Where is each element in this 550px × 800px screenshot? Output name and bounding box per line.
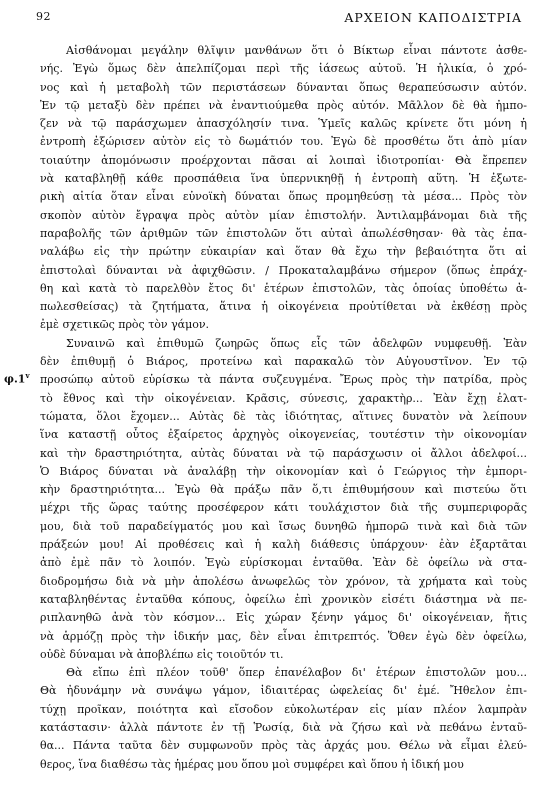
folio-label: φ.1: [4, 372, 26, 386]
text-line: Θὰ εἴπω ἐπὶ πλέον τοῦθ' ὅπερ ἐπανέλαβον δι' ἑτέρων ἐπιστολῶν μου...: [66, 666, 527, 680]
text-line: δὲν ἐπιθυμῇ ὁ Βιάρος, προτείνω καὶ παρακαλῶ τὸν Αὐγουστῖνον. Ἐν τῷ: [40, 355, 527, 369]
text-line: ἐντροπὴ ἐξώρισεν αὐτὸν εἰς τὸ δωμάτιόν του. Ἐγὼ δὲ προσθέτω ὅτι ἀπὸ μίαν: [40, 135, 527, 149]
text-line: νής. Ἐγὼ ὅμως δὲν ἀπελπίζομαι περὶ τῆς ἰάσεως αὐτοῦ. Ἡ ἡλικία, ὁ χρό-: [40, 62, 527, 76]
text-line: προσώπῳ αὐτοῦ εὑρίσκω τὰ πάντα συζευγμένα. Ἔρως πρὸς τὴν πατρίδα, πρὸς: [40, 373, 527, 387]
text-line: νὰ καταβληθῇ κάθε προσπάθεια ἵνα ὑπερνικηθῇ ἡ ἐντροπὴ αὕτη. Ἡ ἐξωτε-: [40, 172, 527, 186]
folio-margin-note: [4, 371, 30, 386]
folio-verso-mark: v: [25, 371, 30, 380]
text-line: ἐπιστολαὶ δύνανται νὰ ἀφιχθῶσιν. / Προκαταλαμβάνω σήμερον (ὅπως ἐπράχ-: [40, 263, 527, 277]
text-line: Θὰ ἠδυνάμην νὰ συνάψω γάμον, ἰδιαιτέρας ὠφελείας δι' ἐμέ. Ἤθελον ἐπι-: [40, 684, 527, 698]
text-line: διοδρομήσω διὰ νὰ μὴν ἀπολέσω ἀνωφελῶς τὸν χρόνον, τὰ χρήματα καὶ τοὺς: [40, 574, 527, 588]
text-line: μου, διὰ τοῦ παραδείγματός μου καὶ ἴσως δυνηθῶ ἠμπορῶ τινὰ καὶ διὰ τῶν: [40, 519, 527, 533]
text-line: ρικὴ αἰτία ὅταν εἶναι εὐνοϊκὴ δύναται ὅπως προμηθεύσῃ τὰ μέσα... Πρὸς τὸν: [40, 190, 527, 204]
text-line: τοιαύτην ἀπομόνωσιν προέρχονται πᾶσαι αἱ λοιπαὶ ἰδιοτροπίαι· Θὰ ἔπρεπεν: [40, 153, 527, 167]
text-line: μέχρι τῆς ὥρας ταύτης προσέφερον κάτι τουλάχιστον διὰ τῆς συμπεριφορᾶς: [40, 501, 527, 515]
text-line: πράξεών μου! Αἱ προθέσεις καὶ ἡ καλὴ διάθεσις ὑπάρχουν· ἐὰν ἐξαρτᾶται: [40, 538, 527, 552]
text-line: ἵνα καταστῇ οὗτος ἐξαίρετος ἀρχηγὸς οἰκογενείας, τουτέστιν τὴν οἰκονομίαν: [40, 428, 527, 442]
text-line: καταβληθέντας ἐνταῦθα κόπους, ὀφείλω ἐπὶ χρονικὸν εἰσέτι διάστημα νὰ πε-: [40, 592, 527, 606]
text-line: Συναινῶ καὶ ἐπιθυμῶ ζωηρῶς ὅπως εἷς τῶν ἀδελφῶν νυμφευθῇ. Ἐὰν: [66, 336, 527, 350]
text-line: τώματα, ὅλοι ἔχομεν... Αὐτὰς δὲ τὰς ἰδιότητας, αἵτινες δυνατὸν νὰ λείπουν: [40, 409, 527, 423]
text-line: καὶ τὴν δραστηριότητα, αὐτὰς δύναται νὰ τῷ παράσχωσιν οἱ ἄλλοι ἀδελφοί...: [40, 446, 527, 460]
text-line: θα... Πάντα ταῦτα δὲν συμφωνοῦν πρὸς τὰς ἀρχάς μου. Θέλω νὰ εἶμαι ἐλεύ-: [40, 739, 527, 753]
text-line: Ὁ Βιάρος δύναται νὰ ἀναλάβῃ τὴν οἰκονομίαν καὶ ὁ Γεώργιος τὴν ἐμπορι-: [40, 464, 527, 478]
text-line: κὴν δραστηριότητα... Ἐγὼ θὰ πράξω πᾶν ὅ,τι ἐπιθυμήσουν καὶ πιστεύω ὅτι: [40, 483, 527, 497]
text-line: πωλεσθείσας) τὰ ζητήματα, ἅτινα ἡ οἰκογένεια προὐτίθεται νὰ ἐκθέσῃ πρὸς: [40, 300, 527, 314]
paragraph: [40, 664, 527, 774]
paragraph: [40, 335, 527, 664]
text-line: τὸ ἔθνος καὶ τὴν οἰκογένειαν. Κρᾶσις, σύνεσις, χαρακτὴρ... Ἐὰν ἔχῃ ἐλατ-: [40, 391, 527, 405]
text-line: ναλάβω εἰς τὴν πρώτην εὐκαιρίαν καὶ ὅταν θὰ ἔχω τὴν βεβαιότητα ὅτι αἱ: [40, 245, 527, 259]
text-line: Ἐν τῷ μεταξὺ δὲν πρέπει νὰ ἐναντιούμεθα πρὸς αὐτόν. Μᾶλλον δὲ θὰ ἠμπο-: [40, 98, 527, 112]
text-line: παραβολῆς τῶν ἀριθμῶν τῶν ἐπιστολῶν ὅτι αὐταὶ ἀπωλέσθησαν· θὰ τὰς ἐπα-: [40, 226, 527, 240]
text-line: κατάστασιν· ἀλλὰ πάντοτε ἐν τῇ Ῥωσίᾳ, διὰ νὰ ζήσω καὶ νὰ πεθάνω ἐνταῦ-: [40, 720, 527, 734]
text-line: νὰ ἁρμόζῃ πρὸς τὴν ἰδικήν μας, δὲν εἶναι ἐπιτρεπτός. Ὅθεν ἐγὼ δὲν ὀφείλω,: [40, 629, 527, 643]
page-number: 92: [36, 10, 51, 23]
text-line: ἐμὲ σχετικῶς πρὸς τὸν γάμον.: [40, 318, 210, 332]
document-body: [40, 42, 527, 774]
page-header: [36, 10, 522, 26]
paragraph: [40, 42, 527, 335]
text-line: ριπλανηθῶ ἀνὰ τὸν κόσμον... Εἰς χώραν ξένην γάμος δι' οἰκογένειαν, ἥτις: [40, 611, 527, 625]
text-line: θη καὶ κατὰ τὸ παρελθὸν ἔτος δι' ἑτέρων ἐπιστολῶν, τὰς ὁποίας ὑποθέτω ἀ-: [40, 281, 527, 295]
text-line: σκοπὸν αὐτὸν ἔγραψα πρὸς αὐτὸν μίαν ἐπιστολήν. Ἀντιλαμβάνομαι διὰ τῆς: [40, 208, 527, 222]
text-line: τύχῃ προῖκαν, ποιότητα καὶ εἴσοδον εὐκολωτέραν εἰς μίαν πλέον λαμπρὰν: [40, 702, 527, 716]
text-line: Αἰσθάνομαι μεγάλην θλῖψιν μανθάνων ὅτι ὁ Βίκτωρ εἶναι πάντοτε ἀσθε-: [66, 44, 527, 57]
text-line: οὐδὲ δύναμαι νὰ ἀποβλέπω εἰς τοιοῦτόν τι.: [40, 647, 284, 661]
running-title: ΑΡΧΕΙΟΝ ΚΑΠΟΔΙΣΤΡΙΑ: [344, 10, 522, 25]
text-line: ἀπὸ ἐμὲ πᾶν τὸ λοιπόν. Ἐγὼ εὑρίσκομαι ἐνταῦθα. Ἐὰν δὲ ὀφείλω νὰ στα-: [40, 556, 527, 570]
text-line: νος καὶ ἡ μεταβολὴ τῶν περιστάσεων δύνανται ὅπως θεραπεύσωσιν αὐτόν.: [40, 80, 527, 94]
text-line: ζεν νὰ τῷ παράσχωμεν ἀπασχόλησίν τινα. Ὑμεῖς καλῶς κρίνετε ὅτι μόνη ἡ: [40, 117, 527, 131]
text-line: θερος, ἵνα διαθέσω τὰς ἡμέρας μου ὅπου μοὶ συμφέρει καὶ ὅπου ἡ ἰδική μου: [40, 757, 464, 771]
